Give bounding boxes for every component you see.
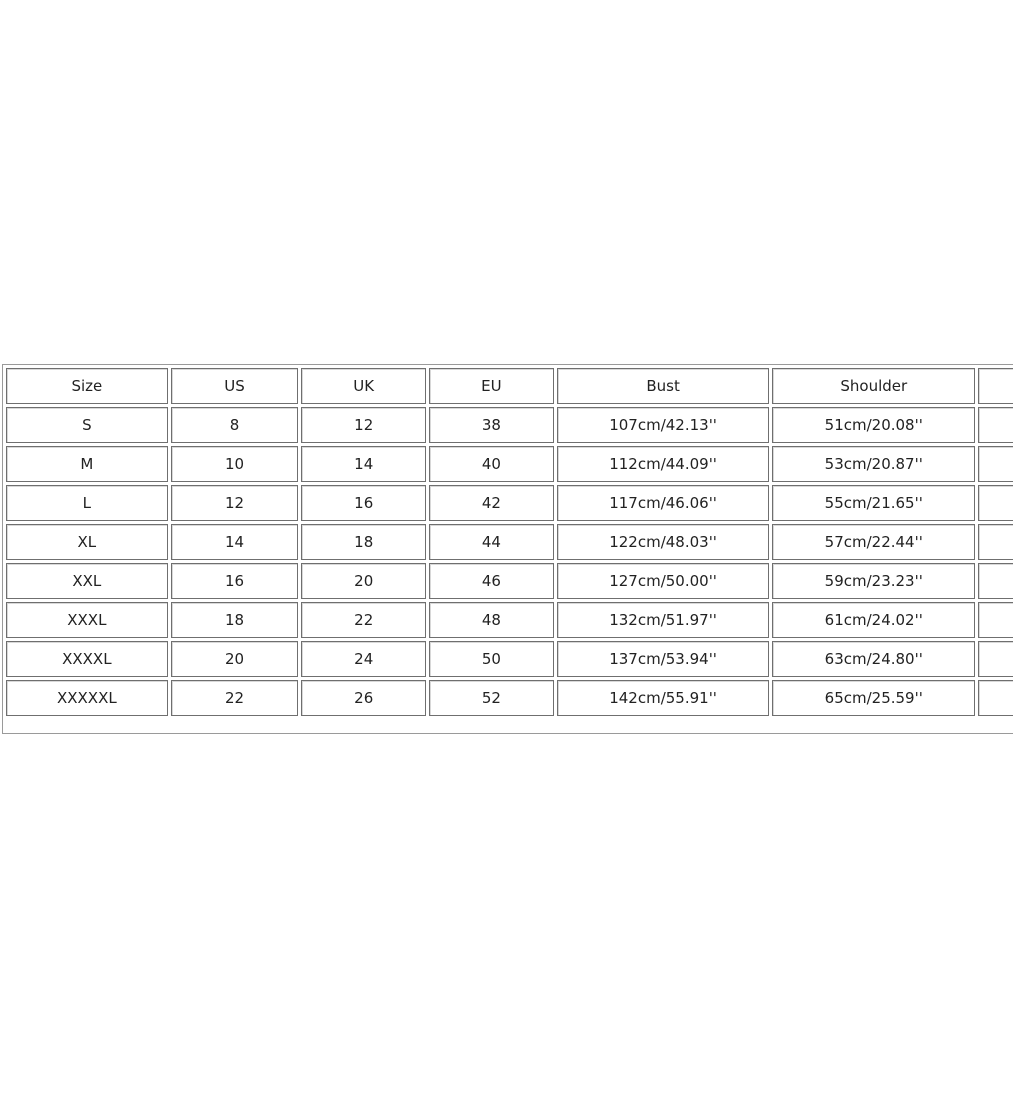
table-row [6,485,1013,521]
cell-us: 8 [171,407,299,443]
cell-eu: 42 [429,485,554,521]
cell-cut-off [978,680,1013,716]
table-row [6,641,1013,677]
cell-us: 16 [171,563,299,599]
cell-eu: 40 [429,446,554,482]
header-bust: Bust [557,368,770,404]
header-uk: UK [301,368,426,404]
cell-us: 10 [171,446,299,482]
cell-shoulder: 57cm/22.44'' [772,524,975,560]
cell-us: 14 [171,524,299,560]
cell-us: 12 [171,485,299,521]
cell-eu: 48 [429,602,554,638]
header-cut-off [978,368,1013,404]
cell-uk: 20 [301,563,426,599]
cell-bust: 117cm/46.06'' [557,485,770,521]
header-shoulder: Shoulder [772,368,975,404]
cell-uk: 18 [301,524,426,560]
cell-size: XL [6,524,168,560]
header-size: Size [6,368,168,404]
cell-size: XXL [6,563,168,599]
cell-shoulder: 61cm/24.02'' [772,602,975,638]
table-row [6,563,1013,599]
table-row [6,407,1013,443]
cell-size: S [6,407,168,443]
table-row [6,446,1013,482]
cell-eu: 44 [429,524,554,560]
cell-cut-off [978,446,1013,482]
cell-eu: 46 [429,563,554,599]
cell-cut-off [978,563,1013,599]
cell-uk: 22 [301,602,426,638]
cell-shoulder: 53cm/20.87'' [772,446,975,482]
cell-shoulder: 65cm/25.59'' [772,680,975,716]
cell-shoulder: 63cm/24.80'' [772,641,975,677]
cell-bust: 127cm/50.00'' [557,563,770,599]
cell-eu: 50 [429,641,554,677]
table-row [6,680,1013,716]
table-row [6,524,1013,560]
header-eu: EU [429,368,554,404]
cell-bust: 132cm/51.97'' [557,602,770,638]
cell-size: M [6,446,168,482]
cell-cut-off [978,485,1013,521]
cell-us: 20 [171,641,299,677]
cell-size: XXXL [6,602,168,638]
cell-bust: 142cm/55.91'' [557,680,770,716]
cell-cut-off [978,602,1013,638]
cell-us: 18 [171,602,299,638]
cell-uk: 14 [301,446,426,482]
cell-bust: 107cm/42.13'' [557,407,770,443]
cell-uk: 24 [301,641,426,677]
cell-cut-off [978,524,1013,560]
header-us: US [171,368,299,404]
cell-cut-off [978,641,1013,677]
size-chart [2,364,1013,734]
table-header-row [6,368,1013,404]
size-table [3,365,1013,719]
cell-uk: 16 [301,485,426,521]
cell-bust: 112cm/44.09'' [557,446,770,482]
cell-bust: 137cm/53.94'' [557,641,770,677]
cell-size: XXXXL [6,641,168,677]
cell-shoulder: 55cm/21.65'' [772,485,975,521]
table-row [6,602,1013,638]
cell-shoulder: 51cm/20.08'' [772,407,975,443]
cell-size: L [6,485,168,521]
cell-eu: 52 [429,680,554,716]
cell-shoulder: 59cm/23.23'' [772,563,975,599]
cell-us: 22 [171,680,299,716]
cell-cut-off [978,407,1013,443]
cell-eu: 38 [429,407,554,443]
cell-uk: 26 [301,680,426,716]
cell-size: XXXXXL [6,680,168,716]
cell-bust: 122cm/48.03'' [557,524,770,560]
cell-uk: 12 [301,407,426,443]
